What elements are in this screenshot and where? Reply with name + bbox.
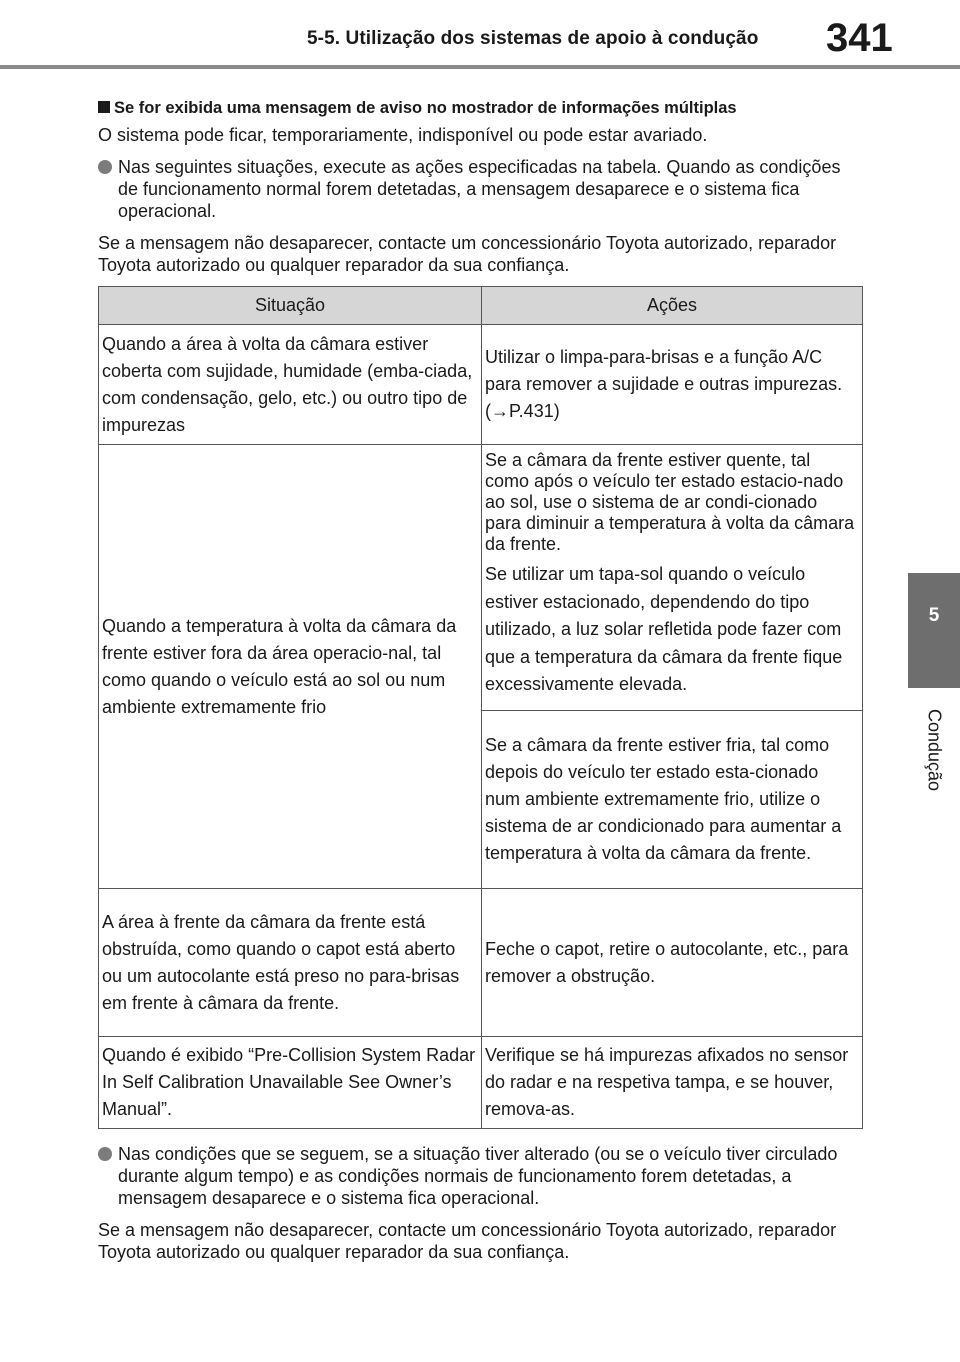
- table-row: [99, 1037, 863, 1129]
- intro-paragraph: O sistema pode ficar, temporariamente, indisponível ou pode estar avariado.: [98, 125, 708, 145]
- chapter-label: Condução: [924, 708, 945, 792]
- warning-table: [98, 286, 863, 1129]
- action-cell: Verifique se há impurezas afixados no sensor do radar e na respetiva tampa, e se houver, remova-as.: [482, 1037, 863, 1129]
- circle-bullet-icon: [98, 1147, 112, 1161]
- contact-paragraph: Se a mensagem não desaparecer, contacte um concessionário Toyota autorizado, reparador Toyota autorizado ou qualquer reparador da sua confiança.: [98, 1220, 837, 1262]
- bullet-item: [98, 1143, 862, 1209]
- page-header: [0, 0, 960, 72]
- page-content: [98, 96, 862, 1273]
- heading-text: Se for exibida uma mensagem de aviso no mostrador de informações múltiplas: [114, 99, 737, 117]
- table-header-row: [99, 287, 863, 325]
- bullet-text: Nas seguintes situações, execute as ações especificadas na tabela. Quando as condições de funcionamento normal forem detetadas, a mensagem desaparece e o sistema fica operacional.: [118, 157, 841, 221]
- action-cell: Se a câmara da frente estiver fria, tal como depois do veículo ter estado esta-cionado num ambiente extremamente frio, utilize o sistema de ar condicionado para aumentar a temperatura à volta da câmara da frente.: [482, 711, 863, 889]
- header-divider: [0, 65, 960, 69]
- bullet-item: [98, 156, 862, 222]
- section-heading: [98, 96, 862, 120]
- situation-cell: Quando é exibido “Pre-Collision System Radar In Self Calibration Unavailable See Owner’s Manual”.: [99, 1037, 482, 1129]
- page-number: 341: [826, 16, 893, 60]
- action-cell: Utilizar o limpa-para-brisas e a função A/C para remover a sujidade e outras impurezas. (→P.431): [482, 325, 863, 445]
- action-text: Se utilizar um tapa-sol quando o veículo estiver estacionado, dependendo do tipo utilizado, a luz solar refletida pode fazer com que a temperatura da câmara da frente fique excessivamente elevada.: [485, 564, 843, 694]
- column-header-actions: Ações: [482, 287, 863, 325]
- circle-bullet-icon: [98, 160, 112, 174]
- situation-cell: Quando a temperatura à volta da câmara da frente estiver fora da área operacio-nal, tal como quando o veículo está ao sol ou num ambiente extremamente frio: [99, 445, 482, 889]
- situation-cell: Quando a área à volta da câmara estiver coberta com sujidade, humidade (emba-ciada, com condensação, gelo, etc.) ou outro tipo de impurezas: [99, 325, 482, 445]
- table-row: [99, 445, 863, 711]
- chapter-tab: [908, 573, 960, 688]
- situation-cell: A área à frente da câmara da frente está obstruída, como quando o capot está aberto ou um autocolante está preso no para-brisas em frente à câmara da frente.: [99, 889, 482, 1037]
- section-title: 5-5. Utilização dos sistemas de apoio à condução: [307, 28, 759, 49]
- square-bullet-icon: [98, 101, 110, 113]
- action-cell: [482, 445, 863, 711]
- contact-paragraph: Se a mensagem não desaparecer, contacte um concessionário Toyota autorizado, reparador Toyota autorizado ou qualquer reparador da sua confiança.: [98, 233, 837, 275]
- action-cell: Feche o capot, retire o autocolante, etc., para remover a obstrução.: [482, 889, 863, 1037]
- chapter-number: 5: [928, 605, 940, 626]
- column-header-situation: Situação: [99, 287, 482, 325]
- table-row: [99, 889, 863, 1037]
- action-text: Se a câmara da frente estiver quente, tal como após o veículo ter estado estacio-nado ao sol, use o sistema de ar condi-cionado para diminuir a temperatura à volta da câmara da frente.: [485, 450, 855, 554]
- table-row: [99, 325, 863, 445]
- bullet-text: Nas condições que se seguem, se a situação tiver alterado (ou se o veículo tiver circulado durante algum tempo) e as condições normais de funcionamento forem detetadas, a mensagem desaparece e o sistema fica operacional.: [118, 1144, 838, 1208]
